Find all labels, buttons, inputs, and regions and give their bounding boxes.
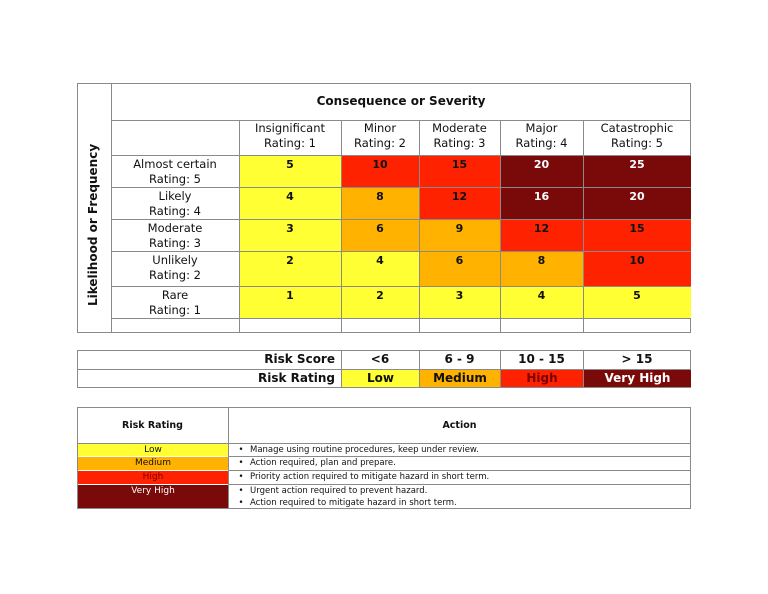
column-header-rating: Rating: 2 (354, 136, 406, 150)
divider-row (111, 286, 691, 287)
risk-cell: 2 (239, 251, 341, 286)
action-item-text: Urgent action required to prevent hazard. (250, 486, 428, 496)
risk-score-range: > 15 (621, 352, 653, 366)
risk-rating-badge: High (501, 370, 583, 387)
risk-score-range: 6 - 9 (444, 352, 475, 366)
row-header (111, 253, 239, 283)
row-header (111, 189, 239, 219)
bullet-icon: • (238, 445, 244, 455)
bullet-icon: • (238, 472, 244, 482)
action-rating-swatch: Medium (78, 457, 228, 470)
action-header: Action (442, 420, 477, 431)
risk-cell: 4 (500, 286, 583, 318)
action-item (232, 485, 687, 497)
row-header-rating: Rating: 5 (149, 172, 201, 186)
divider-col (341, 120, 342, 333)
column-header-name: Minor (363, 121, 397, 135)
risk-cell: 12 (500, 219, 583, 251)
row-header (111, 157, 239, 187)
column-header (500, 121, 583, 151)
column-header (239, 121, 341, 151)
divider-col (583, 120, 584, 333)
row-header-name: Likely (158, 189, 192, 203)
divider-row (111, 219, 691, 220)
column-header-name: Insignificant (254, 121, 326, 135)
row-header-name: Almost certain (133, 157, 217, 171)
column-header-name: Moderate (432, 121, 487, 135)
row-header (111, 288, 239, 318)
risk-cell: 3 (419, 286, 500, 318)
action-rating-header: Risk Rating (122, 420, 183, 431)
risk-cell: 25 (583, 155, 691, 187)
action-item (232, 471, 687, 483)
risk-rating-badge: Low (342, 370, 419, 387)
risk-cell: 4 (239, 187, 341, 219)
column-header-rating: Rating: 4 (515, 136, 568, 150)
risk-cell: 8 (500, 251, 583, 286)
action-item (232, 497, 687, 509)
row-header-rating: Rating: 3 (149, 236, 201, 250)
column-header (583, 121, 691, 151)
divider-col (419, 120, 420, 333)
divider-row (111, 318, 691, 319)
bullet-icon: • (238, 458, 244, 468)
risk-cell: 5 (583, 286, 691, 318)
row-header-rating: Rating: 2 (149, 268, 201, 282)
risk-cell: 15 (583, 219, 691, 251)
risk-cell: 10 (583, 251, 691, 286)
risk-score-range: 10 - 15 (518, 352, 565, 366)
row-header-name: Rare (161, 288, 189, 302)
column-header-rating: Rating: 1 (264, 136, 316, 150)
risk-cell: 9 (419, 219, 500, 251)
risk-cell: 20 (500, 155, 583, 187)
risk-score-label: Risk Score (264, 352, 335, 366)
divider-col (500, 120, 501, 333)
row-header-rating: Rating: 4 (149, 204, 201, 218)
row-header-name: Unlikely (152, 253, 198, 267)
risk-cell: 6 (341, 219, 419, 251)
divider-col (239, 120, 240, 333)
column-header-name: Major (525, 121, 558, 135)
action-rating-swatch: High (78, 471, 228, 484)
row-header-rating: Rating: 1 (149, 303, 201, 317)
action-item-text: Action required to mitigate hazard in short term. (250, 498, 457, 508)
matrix-title: Consequence or Severity (316, 94, 486, 108)
likelihood-axis-label: Likelihood or Frequency (86, 143, 100, 306)
risk-cell: 3 (239, 219, 341, 251)
risk-cell: 1 (239, 286, 341, 318)
row-header-name: Moderate (147, 221, 203, 235)
bullet-icon: • (238, 486, 244, 496)
action-item (232, 444, 687, 456)
action-item-text: Manage using routine procedures, keep under review. (250, 445, 479, 455)
column-header (341, 121, 419, 151)
risk-cell: 6 (419, 251, 500, 286)
action-item-text: Priority action required to mitigate hazard in short term. (250, 472, 490, 482)
column-header-rating: Rating: 3 (433, 136, 486, 150)
action-rating-swatch: Low (78, 444, 228, 456)
action-item (232, 457, 687, 469)
risk-cell: 10 (341, 155, 419, 187)
risk-cell: 2 (341, 286, 419, 318)
risk-rating-badge: Very High (584, 370, 691, 387)
risk-cell: 4 (341, 251, 419, 286)
column-header-name: Catastrophic (600, 121, 674, 135)
risk-rating-label: Risk Rating (258, 371, 335, 385)
bullet-icon: • (238, 498, 244, 508)
risk-cell: 20 (583, 187, 691, 219)
action-rating-swatch: Very High (78, 485, 228, 508)
risk-cell: 16 (500, 187, 583, 219)
divider-row (111, 155, 691, 156)
column-header (419, 121, 500, 151)
row-header (111, 221, 239, 251)
risk-rating-badge: Medium (420, 370, 500, 387)
divider-row (111, 187, 691, 188)
action-item-text: Action required, plan and prepare. (250, 458, 396, 468)
risk-cell: 12 (419, 187, 500, 219)
risk-cell: 15 (419, 155, 500, 187)
divider-row (111, 251, 691, 252)
risk-cell: 5 (239, 155, 341, 187)
risk-cell: 8 (341, 187, 419, 219)
risk-score-range: <6 (370, 352, 390, 366)
column-header-rating: Rating: 5 (611, 136, 663, 150)
